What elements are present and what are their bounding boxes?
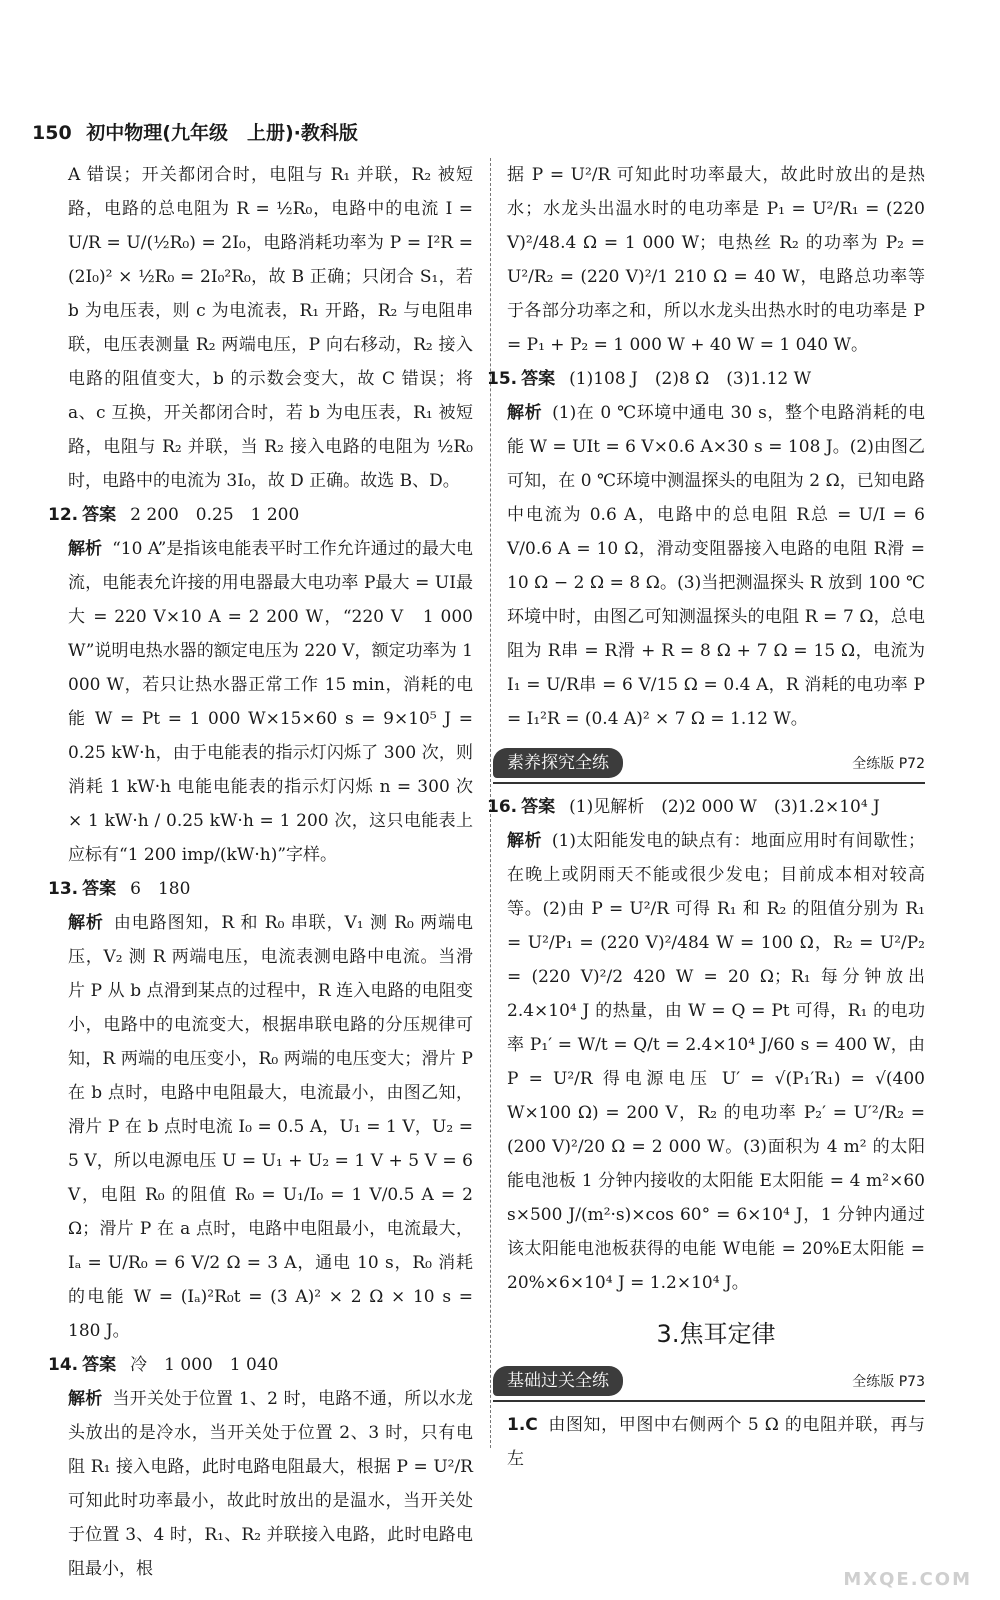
q14-answer	[48, 1348, 473, 1382]
q16-answer-label: 答案	[521, 797, 556, 817]
q16-analysis	[507, 824, 925, 1300]
q14-answer-value: 冷 1 000 1 040	[130, 1355, 279, 1375]
q12-number: 12.	[48, 505, 79, 525]
q1-answer	[507, 1408, 925, 1476]
banner-label: 基础过关全练	[493, 1366, 623, 1396]
q14-analysis	[68, 1382, 473, 1586]
q12-analysis-label: 解析	[68, 539, 103, 559]
q13-analysis-text: 由电路图知，R 和 R₀ 串联，V₁ 测 R₀ 两端电压，V₂ 测 R 两端电压，电流表测电路中电流。当滑片 P 从 b 点滑到某点的过程中，R 连入电路的电阻变小，电路中的电流变大，根据串联电路的分压规律可知，R 两端的电压变小，R₀ 两端的电压变大；滑片 P 在 b 点时，电路中电阻最大，电流最小，由图乙知，滑片 P 在 b 点时电流 I₀ = 0.5 A，U₁ = 1 V，U₂ = 5 V，所以电源电压 U = U₁ + U₂ = 1 V + 5 V = 6 V，电阻 R₀ 的阻值 R₀ = U₁/I₀ = 1 V/0.5 A = 2 Ω；滑片 P 在 a 点时，电路中电阻最小，电流最大，Iₐ = U/R₀ = 6 V/2 Ω = 3 A，通电 10 s，R₀ 消耗的电能 W = (Iₐ)²R₀t = (3 A)² × 2 Ω × 10 s = 180 J。	[68, 913, 474, 1341]
q14-continued: 据 P = U²/R 可知此时功率最大，故此时放出的是热水；水龙头出温水时的电功率是 P₁ = U²/R₁ = (220 V)²/48.4 Ω = 1 000 W；电热丝 R₂ 的功率为 P₂ = U²/R₂ = (220 V)²/1 210 Ω = 40 W，电路总功率等于各部分功率之和，所以水龙头出热水时的电功率是 P = P₁ + P₂ = 1 000 W + 40 W = 1 040 W。	[507, 165, 925, 355]
q15-analysis-text: (1)在 0 ℃环境中通电 30 s，整个电路消耗的电能 W = UIt = 6 V×0.6 A×30 s = 108 J。(2)由图乙可知，在 0 ℃环境中测温探头的电阻为 2 Ω，已知电路中电流为 0.6 A，电路中的总电阻 R总 = U/I = 6 V/0.6 A = 10 Ω，滑动变阻器接入电路的电阻 R滑 = 10 Ω − 2 Ω = 8 Ω。(3)当把测温探头 R 放到 100 ℃环境中时，由图乙可知测温探头的电阻 R = 7 Ω，总电阻为 R串 = R滑 + R = 8 Ω + 7 Ω = 15 Ω，电流为 I₁ = U/R串 = 6 V/15 Ω = 0.4 A，R 消耗的电功率 P = I₁²R = (0.4 A)² × 7 Ω = 1.12 W。	[507, 403, 925, 729]
q14-analysis-label: 解析	[68, 1389, 103, 1409]
q16-answer	[487, 790, 925, 824]
section-banner-basic	[493, 1364, 925, 1402]
q12-analysis-text: “10 A”是指该电能表平时工作允许通过的最大电流，电能表允许接的用电器最大电功率 P最大 = UI最大 = 220 V×10 A = 2 200 W，“220 V 1 000 W”说明电热水器的额定电压为 220 V，额定功率为 1 000 W，若只让热水器正常工作 15 min，消耗的电能 W = Pt = 1 000 W×15×60 s = 9×10⁵ J = 0.25 kW·h，由于电能表的指示灯闪烁了 300 次，则消耗 1 kW·h 电能电能表的指示灯闪烁 n = 300 次 × 1 kW·h / 0.25 kW·h = 1 200 次，这只电能表上应标有“1 200 imp/(kW·h)”字样。	[68, 539, 473, 865]
q12-answer	[48, 498, 473, 532]
q13-answer-value: 6 180	[130, 879, 191, 899]
q15-answer-label: 答案	[521, 369, 556, 389]
q13-answer-label: 答案	[82, 879, 117, 899]
right-column	[487, 158, 925, 1476]
q12-answer-value: 2 200 0.25 1 200	[130, 505, 300, 525]
q1-text: 由图知，甲图中右侧两个 5 Ω 的电阻并联，再与左	[507, 1415, 925, 1469]
q13-answer	[48, 872, 473, 906]
q15-number: 15.	[487, 369, 518, 389]
q15-answer-value: (1)108 J (2)8 Ω (3)1.12 W	[569, 369, 812, 389]
q15-answer	[487, 362, 925, 396]
book-title: 初中物理(九年级 上册)·教科版	[86, 122, 358, 144]
q14-answer-label: 答案	[82, 1355, 117, 1375]
q16-analysis-label: 解析	[507, 831, 542, 851]
q15-analysis-label: 解析	[507, 403, 543, 423]
left-column	[48, 158, 474, 1586]
q15-analysis	[507, 396, 925, 736]
banner-page-ref: 全练版 P73	[852, 1374, 925, 1390]
q16-answer-value: (1)见解析 (2)2 000 W (3)1.2×10⁴ J	[569, 797, 880, 817]
page-number: 150	[32, 122, 72, 144]
q16-analysis-text: (1)太阳能发电的缺点有：地面应用时有间歇性；在晚上或阴雨天不能或很少发电；目前成本相对较高等。(2)由 P = U²/R 可得 R₁ 和 R₂ 的阻值分别为 R₁ = U²/P₁ = (220 V)²/484 W = 100 Ω，R₂ = U²/P₂ = (220 V)²/2 420 W = 20 Ω；R₁ 每分钟放出 2.4×10⁴ J 的热量，由 W = Q = Pt 可得，R₁ 的电功率 P₁′ = W/t = Q/t = 2.4×10⁴ J/60 s = 400 W，由 P = U²/R 得电源电压 U′ = √(P₁′R₁) = √(400 W×100 Ω) = 200 V，R₂ 的电功率 P₂′ = U′²/R₂ = (200 V)²/20 Ω = 2 000 W。(3)面积为 4 m² 的太阳能电池板 1 分钟内接收的太阳能 E太阳能 = 4 m²×60 s×500 J/(m²·s)×cos 60° = 6×10⁴ J，1 分钟内通过该太阳能电池板获得的电能 W电能 = 20%E太阳能 = 20%×6×10⁴ J = 1.2×10⁴ J。	[507, 831, 925, 1293]
section-title: 3.焦耳定律	[656, 1320, 776, 1348]
section-banner-literacy	[493, 746, 925, 784]
q13-analysis-label: 解析	[68, 913, 104, 933]
q14-analysis-text: 当开关处于位置 1、2 时，电路不通，所以水龙头放出的是冷水，当开关处于位置 2、3 时，只有电阻 R₁ 接入电路，此时电路电阻最大，根据 P = U²/R 可知此时功率最小，故此时放出的是温水，当开关处于位置 3、4 时，R₁、R₂ 并联接入电路，此时电路电阻最小，根	[68, 1389, 473, 1579]
q14-number: 14.	[48, 1355, 79, 1375]
q12-analysis	[68, 532, 473, 872]
watermark: MXQE.COM	[843, 1569, 972, 1590]
banner-label: 素养探究全练	[493, 748, 623, 778]
q12-answer-label: 答案	[82, 505, 117, 525]
page-header	[32, 118, 358, 145]
q16-number: 16.	[487, 797, 518, 817]
q13-number: 13.	[48, 879, 79, 899]
q11-continued: A 错误；开关都闭合时，电阻与 R₁ 并联，R₂ 被短路，电路的总电阻为 R = ½R₀，电路中的电流 I = U/R = U/(½R₀) = 2I₀，电路消耗功率为 P = I²R = (2I₀)² × ½R₀ = 2I₀²R₀，故 B 正确；只闭合 S₁，若 b 为电压表，则 c 为电流表，R₁ 开路，R₂ 与电阻串联，电压表测量 R₂ 两端电压，P 向右移动，R₂ 接入电路的阻值变大，b 的示数会变大，故 C 错误；将 a、c 互换，开关都闭合时，若 b 为电压表，R₁ 被短路，电阻与 R₂ 并联，当 R₂ 接入电路的电阻为 ½R₀ 时，电路中的电流为 3I₀，故 D 正确。故选 B、D。	[68, 165, 473, 491]
q1-number: 1.C	[507, 1415, 538, 1435]
banner-page-ref: 全练版 P72	[852, 756, 925, 772]
q13-analysis	[68, 906, 473, 1348]
